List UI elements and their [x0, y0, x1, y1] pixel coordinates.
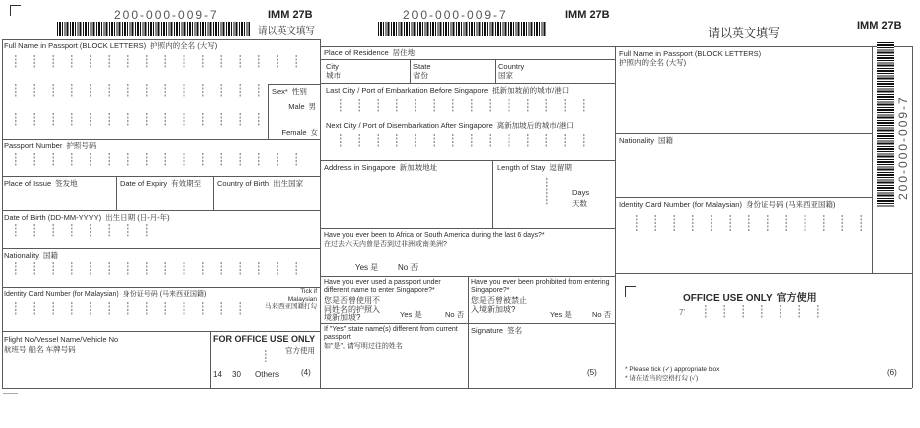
- prohibited-question-en: Have you ever been prohibited from entering Singapore?*: [471, 279, 610, 294]
- male-cn: 男: [308, 102, 316, 111]
- africa-question-cn: 在过去六天内曾是否到过非洲或南美洲?: [324, 241, 447, 248]
- full-name-label-cn: 护照内的全名 (大写): [150, 41, 218, 50]
- if-yes-label-cn: 如"是", 请写明过往的姓名: [324, 343, 403, 350]
- days-en: Days: [572, 188, 590, 197]
- sex-label-en: Sex*: [272, 87, 288, 96]
- office-handwritten-mark: 7': [679, 308, 685, 317]
- address-label: [324, 164, 437, 172]
- office-use-right-char-boxes: [705, 305, 835, 319]
- identity-card-cn: 身份证号码 (马来西亚国籍): [122, 291, 207, 298]
- female-cn: 女: [310, 128, 318, 137]
- divider-line: [468, 276, 469, 388]
- yes-en: Yes: [355, 263, 369, 272]
- office-use-title-right: [683, 294, 817, 304]
- office-use-right-cn: 官方使用: [776, 293, 817, 304]
- full-name-char-boxes: [15, 84, 265, 98]
- divider-line: [615, 46, 616, 388]
- city-cn: 城市: [326, 71, 341, 80]
- no-cn: 否: [456, 310, 465, 319]
- tick-if-line1: Tick if: [300, 288, 317, 295]
- nationality-en: Nationality: [4, 251, 40, 260]
- divider-line: [268, 84, 269, 139]
- page-marker-6: (6): [887, 368, 897, 377]
- country-of-birth-en: Country of Birth: [217, 179, 270, 188]
- divider-line: [268, 84, 320, 85]
- state-cn: 省份: [413, 71, 428, 80]
- form-code-middle: IMM 27B: [565, 9, 610, 21]
- corner-bracket-left: [10, 5, 21, 16]
- page-marker-4: (4): [301, 368, 311, 377]
- fill-in-english-left: 请以英文填写: [258, 26, 316, 37]
- divider-line: [320, 83, 615, 84]
- scan-edge-mark: [3, 393, 18, 394]
- africa-yes-option: [355, 264, 378, 272]
- identity-card-en: Identity Card Number (for Malaysian): [4, 291, 119, 298]
- days-label: [572, 187, 589, 209]
- yes-cn: 是: [414, 310, 422, 319]
- barcode-vertical: [877, 42, 894, 207]
- divider-line: [210, 331, 211, 388]
- form-code-right: IMM 27B: [857, 20, 902, 32]
- serial-number-left: 200-000-009-7: [114, 8, 219, 22]
- divider-line: [2, 139, 320, 140]
- no-en: No: [445, 310, 455, 319]
- date-of-birth-en: Date of Birth (DD-MM-YYYY): [4, 213, 102, 222]
- date-of-birth-char-boxes: [15, 224, 160, 238]
- divider-line: [495, 59, 496, 83]
- passport-number-char-boxes: [15, 153, 305, 167]
- flight-label-en: Flight No/Vessel Name/Vehicle No: [4, 335, 119, 344]
- footnote-cn: * 请在适当的空格打勾 (✓): [625, 375, 699, 382]
- form-code-left: IMM 27B: [268, 9, 313, 21]
- divider-line: [410, 59, 411, 83]
- serial-number-vertical: 200-000-009-7: [896, 95, 910, 200]
- divider-line: [320, 160, 615, 161]
- city-label: [326, 62, 341, 80]
- signature-label: [471, 327, 522, 335]
- place-of-issue-label: [4, 180, 78, 188]
- full-name-label-en: Full Name in Passport (BLOCK LETTERS): [4, 41, 147, 50]
- divider-line: [320, 39, 321, 388]
- nationality-label: [4, 252, 58, 260]
- sex-option-female: [281, 129, 318, 137]
- country-label: [498, 62, 524, 80]
- next-city-char-boxes: [340, 134, 602, 148]
- flight-label-cn: 航班号 船名 车牌号码: [4, 345, 76, 354]
- place-of-residence-label: [324, 49, 415, 57]
- africa-question-en: Have you ever been to Africa or South America during the last 6 days?*: [324, 232, 545, 239]
- prohibited-yes-option: [550, 311, 572, 319]
- identity-card-label: [4, 291, 206, 298]
- divider-line: [2, 331, 320, 332]
- country-of-birth-cn: 出生国家: [273, 179, 304, 188]
- divider-line: [615, 133, 872, 134]
- last-city-char-boxes: [340, 99, 602, 113]
- state-en: State: [413, 62, 431, 71]
- identity-card-char-boxes: [15, 302, 250, 316]
- full-name-right-cn: 护照内的全名 (大写): [619, 57, 687, 67]
- no-cn: 否: [603, 310, 612, 319]
- divider-line: [492, 160, 493, 228]
- full-name-char-boxes: [15, 55, 305, 69]
- date-of-birth-label: [4, 214, 170, 222]
- office-code-14: 14: [213, 370, 222, 379]
- divider-line: [2, 39, 320, 40]
- address-en: Address in Singapore: [324, 163, 396, 172]
- signature-en: Signature: [471, 326, 504, 335]
- if-yes-label-en: If "Yes" state name(s) different from current passport: [324, 326, 458, 341]
- divider-line: [320, 228, 615, 229]
- corner-bracket-right: [625, 286, 636, 297]
- length-of-stay-char-boxes: [546, 178, 549, 206]
- divider-line: [912, 46, 913, 388]
- date-of-expiry-en: Date of Expiry: [120, 179, 168, 188]
- city-en: City: [326, 62, 339, 71]
- yes-cn: 是: [370, 263, 379, 272]
- country-of-birth-label: [217, 180, 303, 188]
- divider-line: [320, 46, 912, 47]
- male-en: Male: [288, 102, 305, 111]
- nationality-cn: 国籍: [43, 251, 59, 260]
- sex-option-male: [288, 103, 316, 111]
- country-en: Country: [498, 62, 525, 71]
- nationality-label-right: [619, 137, 673, 145]
- barcode-middle: [378, 22, 546, 36]
- last-city-en: Last City / Port of Embarkation Before Singapore: [326, 86, 489, 95]
- footnote-en: * Please tick (✓) appropriate box: [625, 366, 720, 373]
- date-of-expiry-label: [120, 180, 201, 188]
- yes-cn: 是: [564, 310, 572, 319]
- days-cn: 天数: [572, 199, 587, 208]
- divider-line: [615, 197, 872, 198]
- barcode-left: [57, 22, 250, 36]
- nationality-right-cn: 国籍: [658, 136, 674, 145]
- divider-line: [2, 248, 320, 249]
- divider-line: [2, 176, 320, 177]
- full-name-right-en: Full Name in Passport (BLOCK LETTERS): [619, 49, 762, 58]
- yes-en: Yes: [400, 310, 413, 319]
- length-of-stay-cn: 逗留期: [549, 163, 572, 172]
- page-marker-5: (5): [587, 368, 597, 377]
- prohibited-no-option: [592, 311, 611, 319]
- last-city-label: [326, 87, 569, 95]
- no-cn: 否: [410, 263, 419, 272]
- sex-label-cn: 性别: [291, 87, 307, 96]
- form-bottom-line: [2, 388, 912, 389]
- nationality-right-en: Nationality: [619, 136, 655, 145]
- place-of-residence-en: Place of Residence: [324, 48, 389, 57]
- full-name-label-right: [619, 50, 761, 67]
- office-char-marks: [265, 350, 268, 362]
- passport-number-label: [4, 142, 96, 150]
- identity-card-right-cn: 身份证号码 (马来西亚国籍): [745, 200, 836, 209]
- office-use-right-en: OFFICE USE ONLY: [683, 293, 773, 304]
- divider-line: [615, 273, 912, 274]
- passport-name-no-option: [445, 311, 464, 319]
- serial-number-middle: 200-000-009-7: [403, 8, 508, 22]
- nationality-char-boxes: [15, 262, 305, 276]
- prohibited-question-cn: 您是否曾被禁止入境新加坡?: [471, 296, 527, 314]
- office-code-others: Others: [255, 370, 280, 379]
- place-of-issue-cn: 签发地: [55, 179, 78, 188]
- fill-in-english-right: 请以英文填写: [708, 26, 781, 40]
- office-code-30: 30: [232, 370, 241, 379]
- no-en: No: [592, 310, 602, 319]
- address-cn: 新加坡地址: [399, 163, 438, 172]
- tick-if-cn: 马来西亚国籍打勾: [265, 303, 317, 310]
- passport-name-yes-option: [400, 311, 422, 319]
- divider-line: [116, 176, 117, 210]
- identity-card-right-en: Identity Card Number (for Malaysian): [619, 200, 742, 209]
- divider-line: [2, 39, 3, 388]
- full-name-char-boxes: [15, 113, 265, 127]
- identity-card-label-right: [619, 201, 836, 209]
- passport-name-question-en: Have you ever used a passport under different name to enter Singapore?*: [324, 279, 441, 294]
- divider-line: [320, 59, 615, 60]
- passport-number-en: Passport Number: [4, 141, 63, 150]
- last-city-cn: 抵新加坡前的城市/港口: [492, 86, 570, 95]
- place-of-issue-en: Place of Issue: [4, 179, 52, 188]
- identity-card-right-char-boxes: [636, 215, 864, 231]
- length-of-stay-label: [497, 164, 572, 172]
- next-city-cn: 离新加坡后的城市/港口: [496, 121, 574, 130]
- next-city-en: Next City / Port of Disembarkation After Singapore: [326, 121, 493, 130]
- tick-if-malaysian: [265, 288, 317, 311]
- office-use-title-left: FOR OFFICE USE ONLY: [213, 334, 316, 344]
- state-label: [413, 62, 431, 80]
- no-en: No: [398, 263, 409, 272]
- date-of-birth-cn: 出生日期 (日-月-年): [105, 213, 170, 222]
- length-of-stay-en: Length of Stay: [497, 163, 546, 172]
- country-cn: 国家: [498, 71, 513, 80]
- divider-line: [320, 323, 615, 324]
- place-of-residence-cn: 居住地: [392, 48, 416, 57]
- signature-cn: 签名: [507, 326, 523, 335]
- sex-label: [272, 88, 307, 96]
- divider-line: [872, 46, 873, 273]
- divider-line: [2, 210, 320, 211]
- office-use-cn-left: 官方使用: [285, 346, 315, 355]
- passport-name-question-cn: 您是否曾使用不同姓名的护照入境新加坡?: [324, 296, 380, 322]
- date-of-expiry-cn: 有效期至: [171, 179, 202, 188]
- female-en: Female: [281, 128, 307, 137]
- africa-no-option: [398, 264, 418, 272]
- passport-number-cn: 护照号码: [66, 141, 97, 150]
- full-name-label: [4, 42, 217, 50]
- next-city-label: [326, 122, 574, 130]
- tick-if-line2: Malaysian: [287, 295, 317, 303]
- yes-en: Yes: [550, 310, 563, 319]
- divider-line: [213, 176, 214, 210]
